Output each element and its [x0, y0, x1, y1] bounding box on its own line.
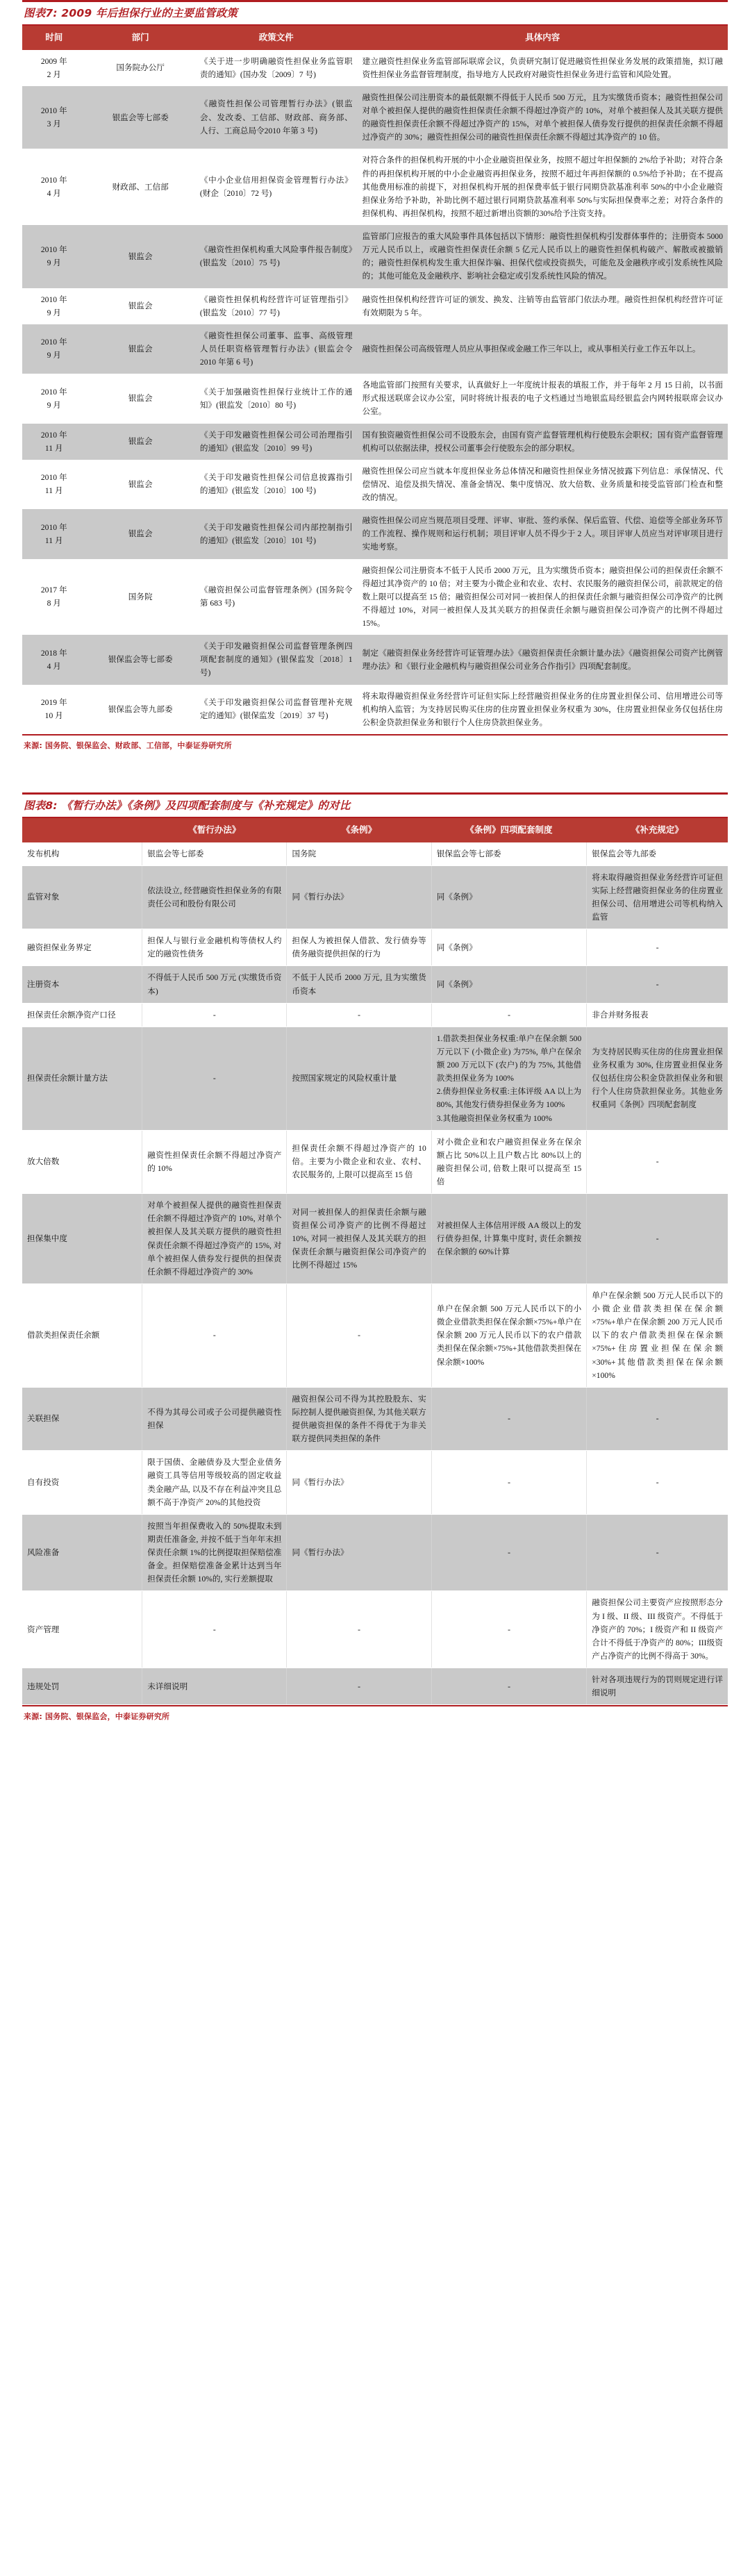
cell-content: 融资性担保公司应当规范项目受理、评审、审批、签约承保、保后监管、代偿、追偿等全部业务环节的工作流程、操作规则和运行机制；项目评审人员不得少于 2 人。项目评审人员应当对评审项目进行实地考察。 [358, 509, 728, 558]
cell-four-supporting-systems: - [431, 1668, 587, 1705]
cell-regulations: 同《暂行办法》 [287, 1514, 431, 1591]
cell-content: 融资性担保机构经营许可证的颁发、换发、注销等由监管部门依法办理。融资性担保机构经营许可证有效期限为 5 年。 [358, 288, 728, 324]
cell-four-supporting-systems: 同《条例》 [431, 929, 587, 966]
figure-7-block [22, 0, 728, 754]
cell-row-label: 融资担保业务界定 [22, 929, 142, 966]
cell-row-label: 监管对象 [22, 865, 142, 929]
cell-interim-measures: 依法设立, 经营融资性担保业务的有限责任公司和股份有限公司 [142, 865, 287, 929]
cell-four-supporting-systems: 同《条例》 [431, 865, 587, 929]
table-row [22, 966, 728, 1003]
cell-time: 2010 年 3 月 [22, 86, 85, 149]
cell-supplementary-provisions: 针对各项违规行为的罚则规定进行详细说明 [587, 1668, 728, 1705]
cell-content: 融资性担保公司注册资本的最低限额不得低于人民币 500 万元，且为实缴货币资本；融资性担保公司对单个被担保人提供的融资性担保责任余额不得超过净资产的 10%，对单个被担保人及其关联方提供的融资性担保责任余额不得超过净资产的 15%，对单个被担保人债券发行提供的担保责任余额不得超过净资产的 30%；融资性担保公司的融资性担保责任余额不得超过其净资产的 10 倍。 [358, 86, 728, 149]
cell-regulations: 融资担保公司不得为其控股股东、实际控制人提供融资担保, 为其他关联方提供融资担保的条件不得优于为非关联方提供同类担保的条件 [287, 1387, 431, 1451]
cell-supplementary-provisions: - [587, 1194, 728, 1284]
cell-supplementary-provisions: 将未取得融资担保业务经营许可证但实际上经营融资担保业务的住房置业担保公司、信用增进公司等机构纳入监管 [587, 865, 728, 929]
cell-regulations: - [287, 1591, 431, 1668]
cell-doc: 《融资性担保机构重大风险事件报告制度》(银监发〔2010〕75 号) [195, 225, 358, 288]
cell-content: 融资性担保公司高级管理人员应从事担保或金融工作三年以上，或从事相关行业工作五年以上。 [358, 324, 728, 374]
cell-time: 2010 年 9 月 [22, 288, 85, 324]
cell-doc: 《关于进一步明确融资性担保业务监管职责的通知》(国办发〔2009〕7 号) [195, 50, 358, 86]
cell-time: 2010 年 9 月 [22, 324, 85, 374]
table-row [22, 685, 728, 734]
cell-interim-measures: - [142, 1027, 287, 1130]
column-header-policy-document: 政策文件 [195, 26, 358, 49]
table-row [22, 509, 728, 558]
table-row [22, 559, 728, 635]
cell-supplementary-provisions: 融资担保公司主要资产应按照形态分为 I 级、II 级、III 级资产。不得低于净资产的 70%；I 级资产和 II 级资产合计不得低于净资产的 80%；III级资产占净资产的比例不得高于 30%。 [587, 1591, 728, 1668]
figure-7-table-head [22, 26, 728, 49]
table-row [22, 1130, 728, 1194]
cell-regulations: - [287, 1283, 431, 1387]
table-row [22, 1027, 728, 1130]
table-row [22, 374, 728, 423]
cell-supplementary-provisions: - [587, 966, 728, 1003]
cell-interim-measures: - [142, 1591, 287, 1668]
table-row [22, 1591, 728, 1668]
cell-row-label: 关联担保 [22, 1387, 142, 1451]
cell-interim-measures: 担保人与银行业金融机构等债权人约定的融资性债务 [142, 929, 287, 966]
table-row [22, 865, 728, 929]
cell-dept: 银监会 [85, 288, 194, 324]
column-header-time: 时间 [22, 26, 85, 49]
cell-regulations: 同《暂行办法》 [287, 865, 431, 929]
cell-supplementary-provisions: 银保监会等九部委 [587, 842, 728, 866]
column-header-item [22, 818, 142, 842]
cell-time: 2010 年 9 月 [22, 225, 85, 288]
cell-four-supporting-systems: 1.借款类担保业务权重:单户在保余额 500 万元以下 (小微企业) 为75%, 单户在保余额 200 万元以下 (农户) 的为 75%, 其他借款类担保业务为 100% 2.债券担保业务权重:主体评级 AA 以上为 80%, 其他发行债券担保业务为 100% 3.其他融资担保业务权重为 100% [431, 1027, 587, 1130]
table-row [22, 1003, 728, 1027]
table-row [22, 86, 728, 149]
cell-supplementary-provisions: - [587, 1130, 728, 1194]
table-row [22, 1668, 728, 1705]
cell-doc: 《融资性担保公司管理暂行办法》(银监会、发改委、工信部、财政部、商务部、人行、工商总局令2010 年第 3 号) [195, 86, 358, 149]
cell-dept: 财政部、工信部 [85, 149, 194, 225]
column-header-supplementary-provisions: 《补充规定》 [587, 818, 728, 842]
column-header-regulations: 《条例》 [287, 818, 431, 842]
cell-doc: 《关于印发融资担保公司监督管理补充规定的通知》(银保监发〔2019〕37 号) [195, 685, 358, 734]
table-row [22, 460, 728, 509]
cell-time: 2010 年 4 月 [22, 149, 85, 225]
cell-supplementary-provisions: 非合并财务报表 [587, 1003, 728, 1027]
cell-interim-measures: 限于国债、金融债券及大型企业债务融资工具等信用等级较高的固定收益类金融产品, 以及不存在利益冲突且总额不高于净资产 20%的其他投资 [142, 1451, 287, 1515]
cell-four-supporting-systems: 对被担保人主体信用评级 AA 级以上的发行债券担保, 计算集中度时, 责任余额按在保余额的 60%计算 [431, 1194, 587, 1284]
cell-interim-measures: 不得为其母公司或子公司提供融资性担保 [142, 1387, 287, 1451]
figure-7-source: 来源: 国务院、银保监会、财政部、工信部，中泰证券研究所 [24, 740, 232, 750]
cell-time: 2018 年 4 月 [22, 635, 85, 684]
cell-supplementary-provisions: - [587, 929, 728, 966]
cell-row-label: 自有投资 [22, 1451, 142, 1515]
cell-interim-measures: 对单个被担保人提供的融资性担保责任余额不得超过净资产的 10%, 对单个被担保人及其关联方提供的融资性担保责任余额不得超过净资产的 15%, 对单个被担保人债券发行提供的担保责任余额不得超过净资产的 30% [142, 1194, 287, 1284]
cell-interim-measures: - [142, 1283, 287, 1387]
figures-spacer [0, 754, 750, 792]
cell-regulations: 担保责任余额不得超过净资产的 10 倍。主要为小微企业和农业、农村、农民服务的, 上限可以提高至 15 倍 [287, 1130, 431, 1194]
cell-four-supporting-systems: - [431, 1387, 587, 1451]
cell-regulations: 不低于人民币 2000 万元, 且为实缴货币资本 [287, 966, 431, 1003]
cell-four-supporting-systems: 对小微企业和农户融资担保业务在保余额占比 50%以上且户数占比 80%以上的融资担保公司, 倍数上限可以提高至 15 倍 [431, 1130, 587, 1194]
table-row [22, 1387, 728, 1451]
cell-row-label: 风险准备 [22, 1514, 142, 1591]
figure-8-title: 图表8: 《暂行办法》《条例》及四项配套制度与《补充规定》的对比 [24, 799, 351, 812]
table-row [22, 424, 728, 460]
cell-regulations: - [287, 1668, 431, 1705]
cell-content: 对符合条件的担保机构开展的中小企业融资担保业务，按照不超过年担保额的 2%给予补助；对符合条件的再担保机构开展的中小企业融资再担保业务，按照不超过年再担保额的 0.5%给予补助；在不提高其他费用标准的前提下，对担保机构开展的担保费率低于银行同期贷款基准利率 50%的中小企业融资担保业务给予补助，补助比例不超过银行同期贷款基准利率 50%与实际担保费率之差；对符合条件的担保机构、再担保机构，按照不超过新增出资额的30%给予注资支持。 [358, 149, 728, 225]
cell-content: 各地监管部门按照有关要求，认真做好上一年度统计报表的填报工作，并于每年 2 月 15 日前，以书面形式报送联席会议办公室，同时将统计报表的电子文档通过当地银监局经银监会内网转报联席会议办公室。 [358, 374, 728, 423]
cell-doc: 《关于印发融资担保公司监督管理条例四项配套制度的通知》(银保监发〔2018〕1 号) [195, 635, 358, 684]
column-header-details: 具体内容 [358, 26, 728, 49]
cell-interim-measures: 不得低于人民币 500 万元 (实缴货币资本) [142, 966, 287, 1003]
cell-row-label: 担保集中度 [22, 1194, 142, 1284]
cell-content: 融资担保公司注册资本不低于人民币 2000 万元，且为实缴货币资本；融资担保公司的担保责任余额不得超过其净资产的 10 倍；对主要为小微企业和农业、农村、农民服务的融资担保公司，前款规定的倍数上限可以提高至 15 倍；融资担保公司对同一被担保人的担保责任余额与融资担保公司净资产的比例不得超过 10%，对同一被担保人及其关联方的担保责任余额与融资担保公司净资产的比例不得超过 15%。 [358, 559, 728, 635]
cell-regulations: 国务院 [287, 842, 431, 866]
table-header-row [22, 26, 728, 49]
figure-8-source: 来源: 国务院、银保监会，中泰证券研究所 [24, 1712, 170, 1722]
cell-dept: 银监会 [85, 374, 194, 423]
table-row [22, 929, 728, 966]
cell-supplementary-provisions: 单户在保余额 500 万元人民币以下的小微企业借款类担保在保余额×75%+单户在保余额 200 万元人民币以下的农户借款类担保在保余额×75%+住房置业担保在保余额×30%+其他借款类担保在保余额×100% [587, 1283, 728, 1387]
figure-8-table-body [22, 842, 728, 1705]
cell-row-label: 注册资本 [22, 966, 142, 1003]
cell-dept: 国务院办公厅 [85, 50, 194, 86]
cell-dept: 银保监会等九部委 [85, 685, 194, 734]
figure-8-table [22, 818, 728, 1705]
cell-time: 2010 年 11 月 [22, 509, 85, 558]
cell-dept: 银监会 [85, 509, 194, 558]
cell-regulations: 按照国家规定的风险权重计量 [287, 1027, 431, 1130]
cell-dept: 银监会 [85, 324, 194, 374]
table-row [22, 149, 728, 225]
cell-dept: 银监会等七部委 [85, 86, 194, 149]
table-row [22, 225, 728, 288]
cell-regulations: 同《暂行办法》 [287, 1451, 431, 1515]
page-bottom-spacer [0, 1725, 750, 1737]
cell-regulations: - [287, 1003, 431, 1027]
figure-7-table-body [22, 50, 728, 734]
table-row [22, 50, 728, 86]
table-row [22, 1451, 728, 1515]
cell-row-label: 担保责任余额计量方法 [22, 1027, 142, 1130]
cell-time: 2019 年 10 月 [22, 685, 85, 734]
cell-dept: 银保监会等七部委 [85, 635, 194, 684]
cell-doc: 《关于加强融资性担保行业统计工作的通知》(银监发〔2010〕80 号) [195, 374, 358, 423]
cell-four-supporting-systems: 同《条例》 [431, 966, 587, 1003]
column-header-department: 部门 [85, 26, 194, 49]
cell-row-label: 违规处罚 [22, 1668, 142, 1705]
cell-content: 融资性担保公司应当就本年度担保业务总体情况和融资性担保业务情况披露下列信息：承保情况、代偿情况、追偿及损失情况、准备金情况、集中度情况、放大倍数、业务质量和接受监管部门检查和整改的情况。 [358, 460, 728, 509]
table-row [22, 1194, 728, 1284]
cell-interim-measures: - [142, 1003, 287, 1027]
cell-time: 2009 年 2 月 [22, 50, 85, 86]
cell-doc: 《融资担保公司监督管理条例》(国务院令第 683 号) [195, 559, 358, 635]
cell-dept: 国务院 [85, 559, 194, 635]
table-header-row [22, 818, 728, 842]
table-row [22, 1283, 728, 1387]
cell-supplementary-provisions: - [587, 1387, 728, 1451]
cell-four-supporting-systems: 银保监会等七部委 [431, 842, 587, 866]
cell-content: 将未取得融资担保业务经营许可证但实际上经营融资担保业务的住房置业担保公司、信用增进公司等机构纳入监管；为支持居民购买住房的住房置业担保业务权重为 30%，住房置业担保业务仅包括住房公积金贷款担保业务和银行个人住房贷款担保业务。 [358, 685, 728, 734]
cell-time: 2017 年 8 月 [22, 559, 85, 635]
cell-time: 2010 年 11 月 [22, 424, 85, 460]
figure-7-title: 图表7: 2009 年后担保行业的主要监管政策 [24, 7, 238, 19]
column-header-interim-measures: 《暂行办法》 [142, 818, 287, 842]
cell-content: 国有独资融资性担保公司不设股东会，由国有资产监督管理机构行使股东会职权；国有资产监督管理机构可以依据法律，授权公司董事会行使股东会的部分职权。 [358, 424, 728, 460]
cell-doc: 《关于印发融资性担保公司公司治理指引的通知》(银监发〔2010〕99 号) [195, 424, 358, 460]
cell-time: 2010 年 11 月 [22, 460, 85, 509]
cell-row-label: 资产管理 [22, 1591, 142, 1668]
cell-doc: 《关于印发融资性担保公司信息披露指引的通知》(银监发〔2010〕100 号) [195, 460, 358, 509]
cell-supplementary-provisions: - [587, 1514, 728, 1591]
cell-content: 监管部门应报告的重大风险事件具体包括以下情形：融资性担保机构引发群体事件的；注册资本 5000 万元人民币以上，或融资性担保责任余额 5 亿元人民币以上的融资性担保机构破产、解散或被撤销的；融资性担保机构发生重大担保诈骗、担保代偿或投资损失，可能危及金融秩序或引发系统性风险的；其他可能危及金融秩序、影响社会稳定或引发系统性风险的情况。 [358, 225, 728, 288]
cell-interim-measures: 未详细说明 [142, 1668, 287, 1705]
cell-interim-measures: 银监会等七部委 [142, 842, 287, 866]
cell-dept: 银监会 [85, 225, 194, 288]
cell-row-label: 担保责任余额净资产口径 [22, 1003, 142, 1027]
cell-supplementary-provisions: - [587, 1451, 728, 1515]
cell-four-supporting-systems: - [431, 1514, 587, 1591]
table-row [22, 635, 728, 684]
cell-content: 制定《融资担保业务经营许可证管理办法》《融资担保责任余额计量办法》《融资担保公司资产比例管理办法》和《银行业金融机构与融资担保公司业务合作指引》四项配套制度。 [358, 635, 728, 684]
cell-content: 建立融资性担保业务监管部际联席会议，负责研究制订促进融资性担保业务发展的政策措施，拟订融资性担保业务监督管理制度，指导地方人民政府对融资性担保业务进行监管和风险处置。 [358, 50, 728, 86]
cell-interim-measures: 融资性担保责任余额不得超过净资产的 10% [142, 1130, 287, 1194]
table-row [22, 288, 728, 324]
cell-supplementary-provisions: 为支持居民购买住房的住房置业担保业务权重为 30%, 住房置业担保业务仅包括住房公积金贷款担保业务和银行个人住房贷款担保业务。其他业务权重同《条例》四项配套制度 [587, 1027, 728, 1130]
column-header-four-supporting-systems: 《条例》四项配套制度 [431, 818, 587, 842]
table-row [22, 324, 728, 374]
figure-8-table-head [22, 818, 728, 842]
figure-8-block [22, 792, 728, 1725]
cell-doc: 《融资性担保机构经营许可证管理指引》(银监发〔2010〕77 号) [195, 288, 358, 324]
cell-doc: 《中小企业信用担保资金管理暂行办法》(财企〔2010〕72 号) [195, 149, 358, 225]
cell-four-supporting-systems: 单户在保余额 500 万元人民币以下的小微企业借款类担保在保余额×75%+单户在保余额 200 万元人民币以下的农户借款类担保在保余额×75%+其他借款类担保在保余额×100% [431, 1283, 587, 1387]
cell-doc: 《关于印发融资性担保公司内部控制指引的通知》(银监发〔2010〕101 号) [195, 509, 358, 558]
table-row [22, 1514, 728, 1591]
cell-doc: 《融资性担保公司董事、监事、高级管理人员任职资格管理暂行办法》(银监会令 2010 年第 6 号) [195, 324, 358, 374]
cell-row-label: 借款类担保责任余额 [22, 1283, 142, 1387]
cell-dept: 银监会 [85, 460, 194, 509]
figure-7-table [22, 26, 728, 734]
cell-four-supporting-systems: - [431, 1003, 587, 1027]
cell-regulations: 担保人为被担保人借款、发行债券等债务融资提供担保的行为 [287, 929, 431, 966]
cell-row-label: 放大倍数 [22, 1130, 142, 1194]
cell-four-supporting-systems: - [431, 1451, 587, 1515]
cell-row-label: 发布机构 [22, 842, 142, 866]
cell-time: 2010 年 9 月 [22, 374, 85, 423]
cell-regulations: 对同一被担保人的担保责任余额与融资担保公司净资产的比例不得超过 10%, 对同一被担保人及其关联方的担保责任余额与融资担保公司净资产的比例不得超过 15% [287, 1194, 431, 1284]
cell-interim-measures: 按照当年担保费收入的 50%提取未到期责任准备金, 并按不低于当年年末担保责任余额 1%的比例提取担保赔偿准备金。担保赔偿准备金累计达到当年担保责任余额 10%的, 实行差额提取 [142, 1514, 287, 1591]
cell-dept: 银监会 [85, 424, 194, 460]
table-row [22, 842, 728, 866]
cell-four-supporting-systems: - [431, 1591, 587, 1668]
